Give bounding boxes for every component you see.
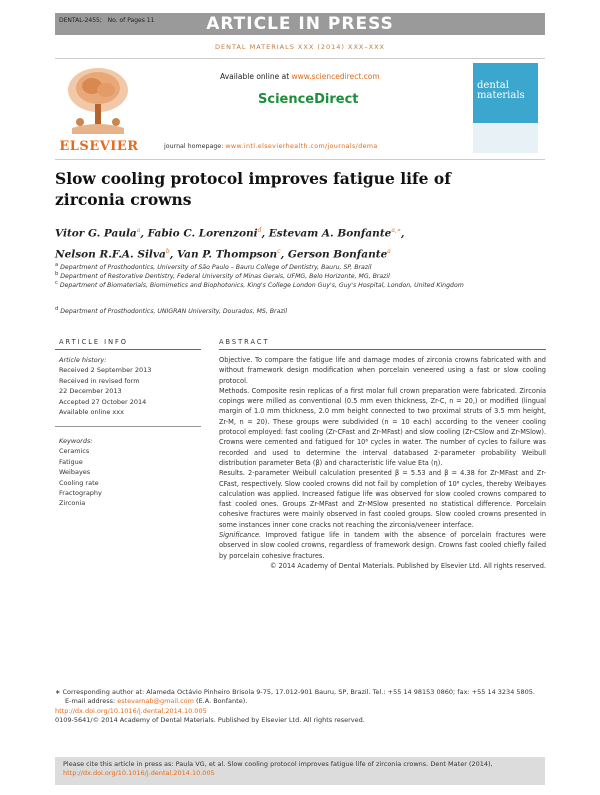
author-affiliation-mark: d xyxy=(257,227,262,234)
authors-line-2 xyxy=(55,243,535,264)
abstract-results: Results. 2-parameter Weibull calculation presented β = 5.53 and β = 4.38 for Zr-MFast and Zr-CFast, respectively. Slow cooled crowns did not fail by completion of 10⁶ cycles, thereby Weibayes calculation was applied. Increased fatigue life was observed for slow cooled crowns compared to fast cooled ones. Groups Zr-MFast and Zr-MSlow presented no statistical difference. Porcelain cohesive fractures were mainly observed in fast cooled groups. Slow cooled crowns presented in some instances inner cone cracks not reaching the zirconia/veneer interface. xyxy=(219,469,546,529)
history-item: Accepted 27 October 2014 xyxy=(59,397,147,406)
article-info-heading: ARTICLE INFO xyxy=(59,338,128,346)
author-affiliation-mark: a xyxy=(136,227,141,234)
keyword-item: Fractography xyxy=(59,489,102,498)
elsevier-tree-logo xyxy=(62,64,134,139)
sciencedirect-logo: ScienceDirect xyxy=(258,92,359,107)
history-item: 22 December 2013 xyxy=(59,387,122,396)
history-item: Available online xxx xyxy=(59,408,124,417)
author-affiliation-mark: b xyxy=(165,247,170,255)
author-affiliation-mark: a,∗ xyxy=(391,227,401,234)
journal-cover xyxy=(473,63,538,153)
authors-line-1 xyxy=(55,222,535,243)
citation-box xyxy=(55,757,545,785)
citation-text: Please cite this article in press as: Paula VG, et al. Slow cooling protocol improves fatigue life of zirconia crowns. Dent Mater (2014), xyxy=(63,760,493,768)
banner-text: ARTICLE IN PRESS xyxy=(206,14,394,34)
author-name: Fabio C. Lorenzoni xyxy=(147,227,258,240)
author-name: Gerson Bonfante xyxy=(287,248,388,260)
abstract-methods: Methods. Composite resin replicas of a first molar full crown preparation were fabricated. Zirconia copings were milled as conventional (0.5 mm even thickness, Zr-C, n = 20,) or modified (lingual margin of 1.0 mm thickness, 2.0 mm height connected to two proximal struts of 3.5 mm height, Zr-M, n = 20). These groups were subdivided (n = 10 each) according to the veneer cooling protocol employed: fast cooling (Zr-CFast and Zr-MFast) and slow cooling (Zr-CSlow and Zr-MSlow). Crowns were cemented and fatigued for 10⁶ cycles in water. The number of cycles to failure was recorded and used to determine the interval databased 2-parameter probability Weibull distribution parameter Beta (β) and characteristic life value Eta (η). xyxy=(219,386,546,467)
journal-homepage-link[interactable]: www.intl.elsevierhealth.com/journals/dema xyxy=(225,143,378,150)
keywords: Keywords: Ceramics Fatigue Weibayes Cooling rate Fractography Zirconia xyxy=(59,437,102,508)
author-affiliation-mark: c xyxy=(277,247,281,255)
author-name: Nelson R.F.A. Silva xyxy=(55,248,166,260)
journal-running-title: DENTAL MATERIALS XXX (2014) XXX–XXX xyxy=(215,43,385,51)
elsevier-wordmark: ELSEVIER xyxy=(59,139,139,154)
keyword-item: Fatigue xyxy=(59,457,83,466)
issn-line: 0109-5641/© 2014 Academy of Dental Materials. Published by Elsevier Ltd. All rights reserved. xyxy=(55,715,365,724)
article-in-press-banner xyxy=(55,13,545,35)
footnotes xyxy=(55,688,545,725)
author-separator: , xyxy=(169,248,177,260)
abstract-objective: Objective. To compare the fatigue life and damage modes of zirconia crowns fabricated with and without framework design modification when porcelain veneered using a fast or slow cooling protocol. xyxy=(219,356,546,385)
author-separator: , xyxy=(261,227,269,240)
email-line: E-mail address: estevamab@gmail.com (E.A. Bonfante). xyxy=(65,697,248,706)
sciencedirect-link[interactable]: www.sciencedirect.com xyxy=(291,72,380,81)
corresponding-author: ∗ Corresponding author at: Alameda Octávio Pinheiro Brisola 9-75, 17.012-901 Bauru, SP, Brazil. Tel.: +55 14 98153 0860; fax: +55 14 3234 5805. xyxy=(55,688,536,696)
keyword-item: Weibayes xyxy=(59,468,91,477)
abstract-body xyxy=(219,355,546,571)
author-list xyxy=(55,222,535,263)
affiliation-c: $^c$ Department of Biomaterials, Biomimetics and Biophotonics, King's College London Guy's, Guy's Hospital, London, United Kingdom xyxy=(55,280,464,290)
affiliation-d: $^d$ Department of Prosthodontics, UNIGRAN University, Dourados, MS, Brazil xyxy=(55,306,288,316)
email-link[interactable]: estevamab@gmail.com xyxy=(117,697,194,706)
journal-homepage: journal homepage: www.intl.elsevierhealth.com/journals/dema xyxy=(164,143,378,150)
author-separator: , xyxy=(140,227,148,240)
author-separator: , xyxy=(280,248,288,260)
keyword-item: Ceramics xyxy=(59,447,90,456)
history-item: Received in revised form xyxy=(59,376,140,385)
author-name: Estevam A. Bonfante xyxy=(268,227,392,240)
article-id: DENTAL-2455; No. of Pages 11 xyxy=(59,17,155,24)
doi-link[interactable]: http://dx.doi.org/10.1016/j.dental.2014.10.005 xyxy=(55,706,207,715)
abstract-copyright: © 2014 Academy of Dental Materials. Published by Elsevier Ltd. All rights reserved. xyxy=(269,561,546,570)
history-item: Received 2 September 2013 xyxy=(59,366,152,375)
author-name: Vitor G. Paula xyxy=(55,227,137,240)
keyword-item: Cooling rate xyxy=(59,478,99,487)
author-name: Van P. Thompson xyxy=(177,248,278,260)
cover-title: dental materials xyxy=(477,80,525,101)
article-history: Article history: Received 2 September 2013 Received in revised form 22 December 2013 Accepted 27 October 2014 Available online xxx xyxy=(59,356,152,417)
author-separator: , xyxy=(400,227,405,240)
affiliation-a: $^a$ Department of Prosthodontics, University of São Paulo – Bauru College of Dentistry, Bauru, SP, Brazil xyxy=(55,262,372,272)
abstract-significance: Significance. Improved fatigue life in tandem with the absence of porcelain fractures were observed in slow cooled crowns, regardless of framework design. Crowns fast cooled chiefly failed by porcelain cohesive fractures. xyxy=(219,531,546,560)
affiliation-b: $^b$ Department of Restorative Dentistry, Federal University of Minas Gerais, UFMG, Belo Horizonte, MG, Brazil xyxy=(55,271,390,281)
article-title: Slow cooling protocol improves fatigue life of zirconia crowns xyxy=(55,169,451,209)
abstract-heading: ABSTRACT xyxy=(219,338,270,346)
available-online: Available online at www.sciencedirect.com xyxy=(220,72,380,81)
citation-doi-link[interactable]: http://dx.doi.org/10.1016/j.dental.2014.10.005 xyxy=(63,769,215,777)
keyword-item: Zirconia xyxy=(59,499,86,508)
author-affiliation-mark: a xyxy=(387,247,391,255)
